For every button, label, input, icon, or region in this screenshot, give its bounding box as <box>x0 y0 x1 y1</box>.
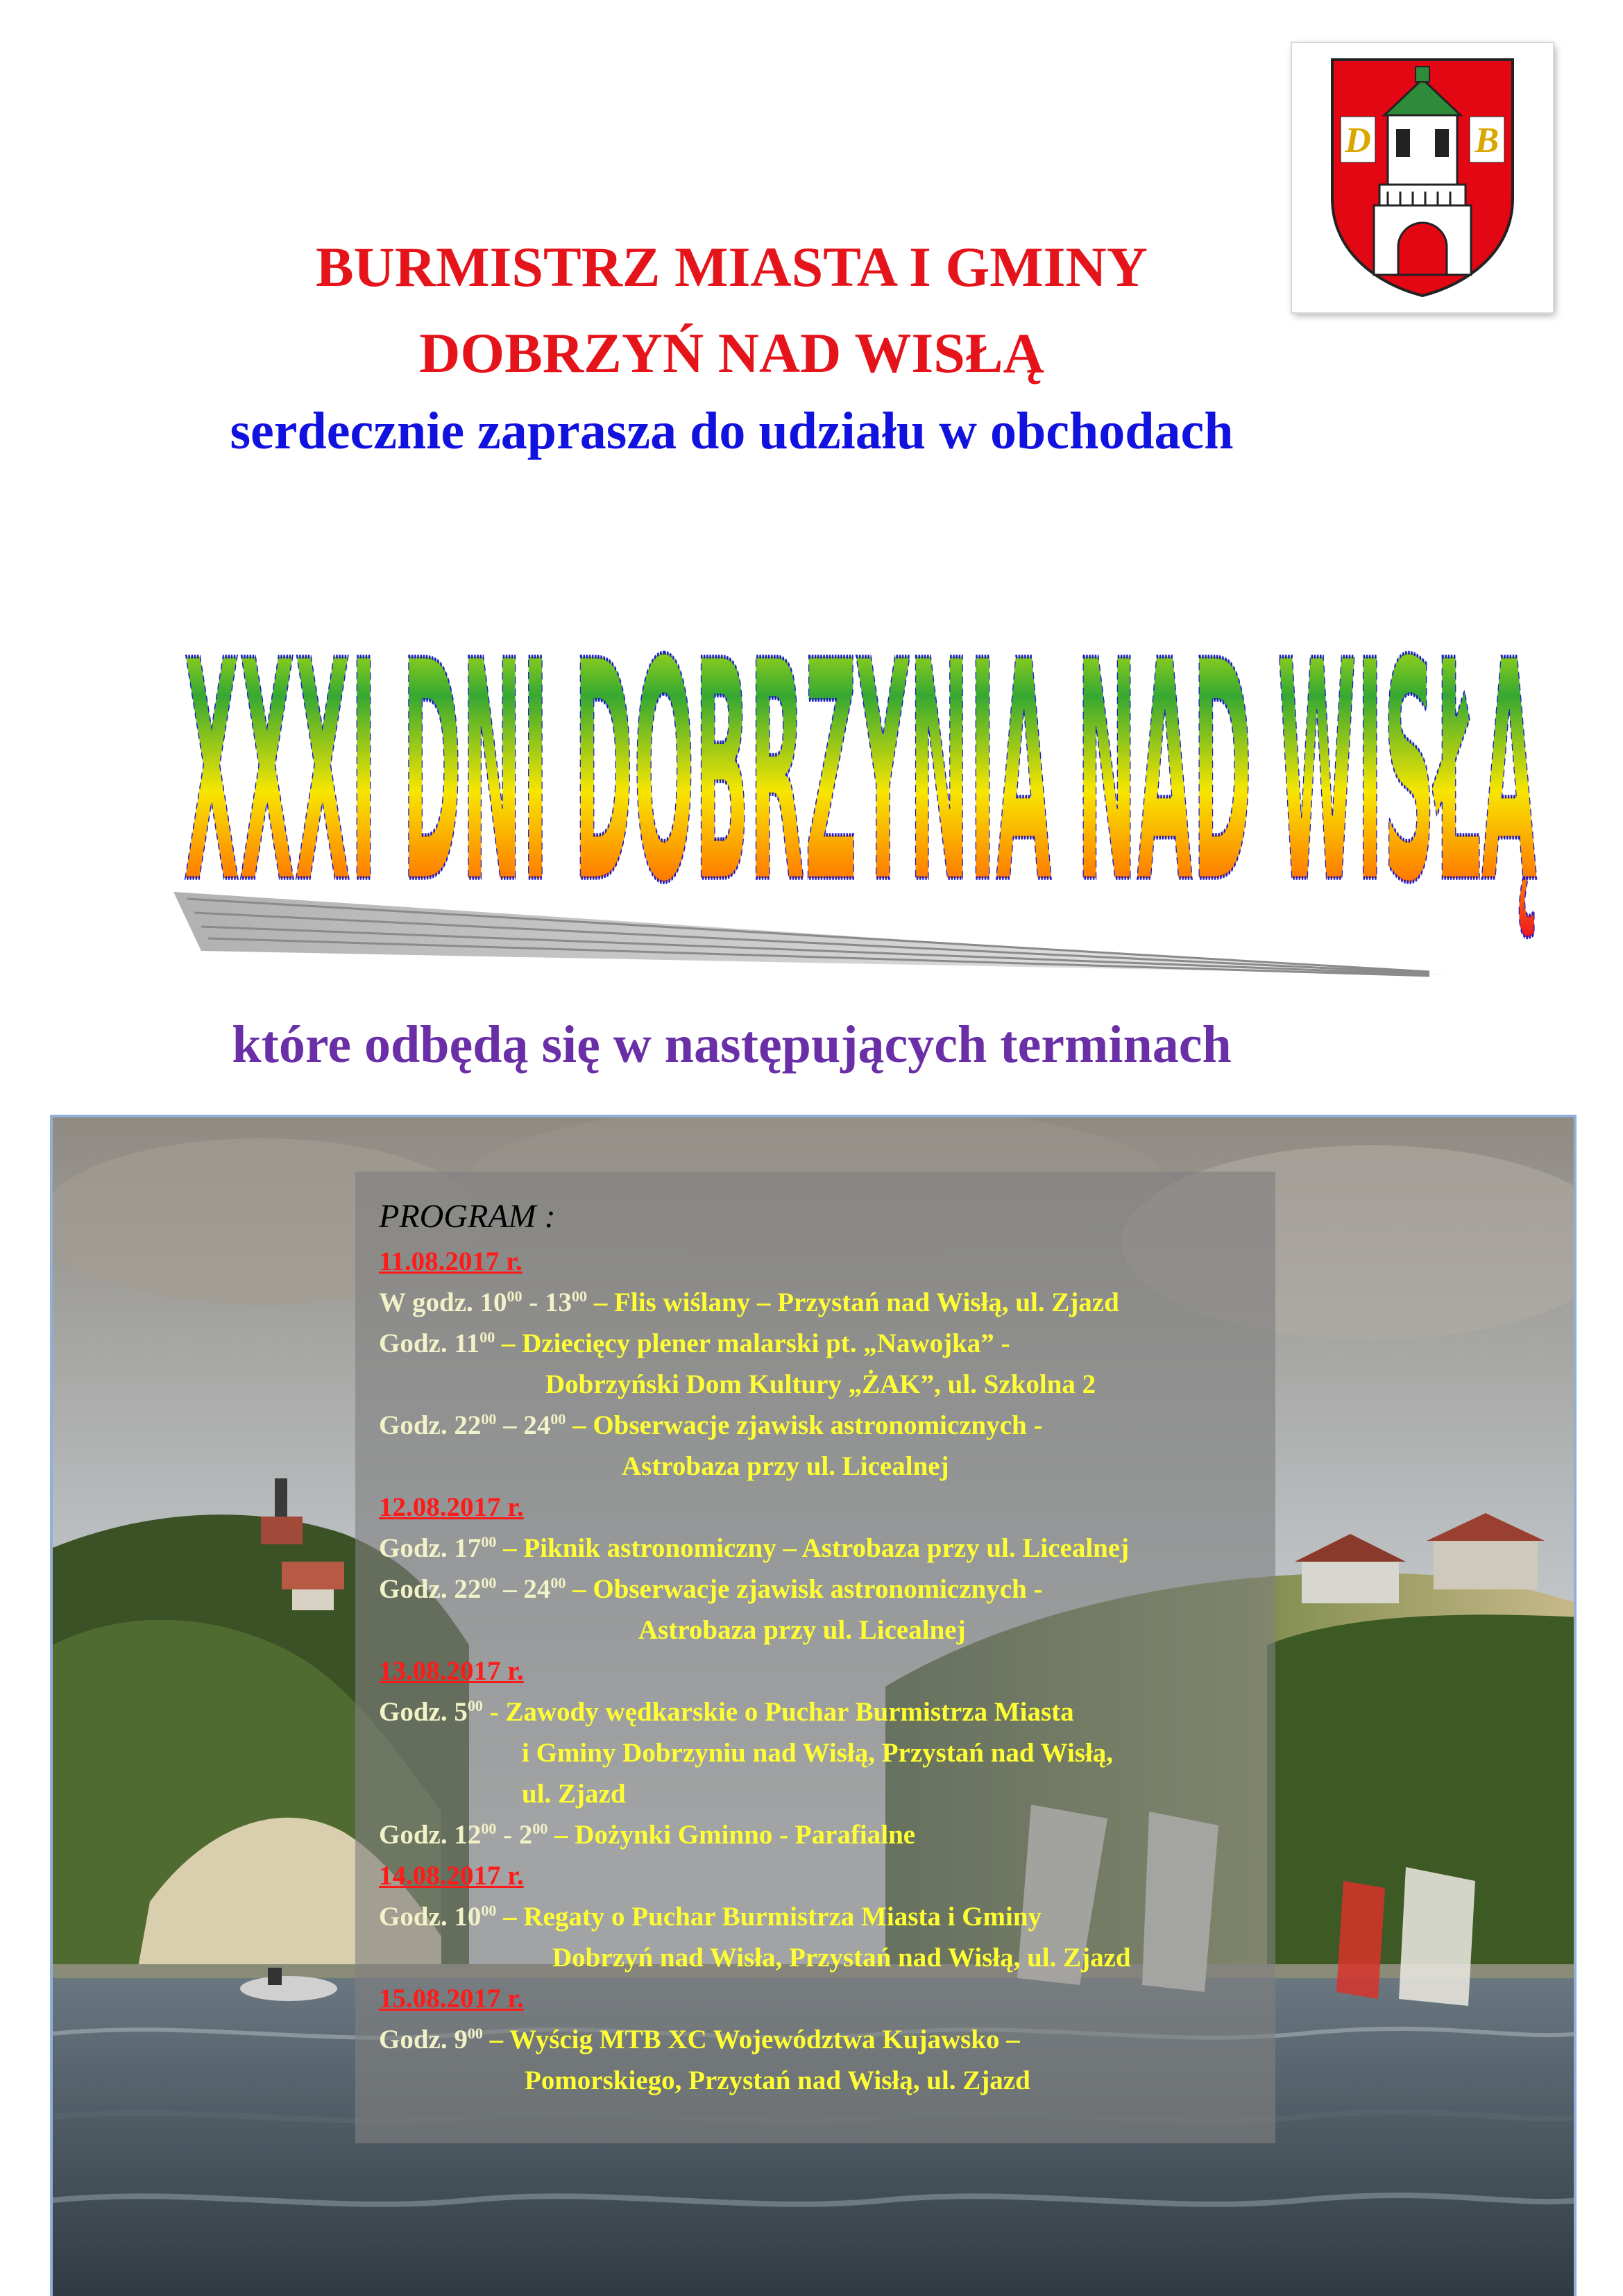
program-event: Godz. $10^{00}$ – Regaty o Puchar Burmistrza Miasta i Gminy <box>379 1902 1042 1932</box>
program-event: Godz. $22^{00} - 24^{00}$ – Obserwacje zjawisk astronomicznych - <box>379 1574 1043 1604</box>
program-event: Godz. $9^{00}$ – Wyścig MTB XC Województwa Kujawsko – <box>379 2025 1020 2054</box>
header-line-3: serdecznie zaprasza do udziału w obchodach <box>230 402 1234 460</box>
program-event: Godz. $11^{00}$ – Dziecięcy plener malarski pt. „Nawojka” - <box>379 1328 1010 1358</box>
program-title: PROGRAM : <box>379 1198 556 1235</box>
program-date: 13.08.2017 r. <box>379 1656 524 1686</box>
program-event-continuation: Astrobaza przy ul. Licealnej <box>622 1451 949 1481</box>
program-event-continuation: Pomorskiego, Przystań nad Wisłą, ul. Zjazd <box>525 2066 1030 2095</box>
program-event-continuation: ul. Zjazd <box>522 1779 626 1809</box>
program-event: W godz. $10^{00} - 13^{00}$ – Flis wiślany – Przystań nad Wisłą, ul. Zjazd <box>379 1288 1119 1317</box>
program-event-continuation: i Gminy Dobrzyniu nad Wisłą, Przystań nad Wisłą, <box>522 1738 1114 1768</box>
program-event-continuation: Dobrzyński Dom Kultury „ŻAK”, ul. Szkolna 2 <box>545 1369 1096 1399</box>
header-line-2: DOBRZYŃ NAD WISŁĄ <box>419 321 1044 385</box>
header-line-4: które odbędą się w następujących terminach <box>232 1015 1232 1074</box>
program-date: 11.08.2017 r. <box>379 1247 522 1276</box>
header-line-1: BURMISTRZ MIASTA I GMINY <box>315 235 1148 298</box>
program-date: 12.08.2017 r. <box>379 1492 524 1522</box>
event-title: XXXI DNI DOBRZYNIA NAD WISŁĄ <box>183 596 1538 951</box>
program-date: 14.08.2017 r. <box>379 1861 524 1891</box>
program-event: Godz. $17^{00}$ – Piknik astronomiczny – Astrobaza przy ul. Licealnej <box>379 1533 1130 1563</box>
program-panel <box>355 1172 1275 2143</box>
program-event: Godz. $5^{00}$ - Zawody wędkarskie o Puchar Burmistrza Miasta <box>379 1697 1074 1727</box>
event-title-wordart <box>160 514 1582 993</box>
program-event: Godz. $22^{00} - 24^{00}$ – Obserwacje zjawisk astronomicznych - <box>379 1410 1043 1440</box>
crest-letter-right: B <box>1475 121 1499 160</box>
program-date: 15.08.2017 r. <box>379 1984 524 2014</box>
program-event-continuation: Dobrzyń nad Wisła, Przystań nad Wisłą, ul. Zjazd <box>552 1943 1131 1973</box>
program-event: Godz. $12^{00} - 2^{00}$ – Dożynki Gminno - Parafialne <box>379 1820 916 1850</box>
crest-letter-left: D <box>1345 121 1371 160</box>
program-event-continuation: Astrobaza przy ul. Licealnej <box>638 1615 966 1645</box>
